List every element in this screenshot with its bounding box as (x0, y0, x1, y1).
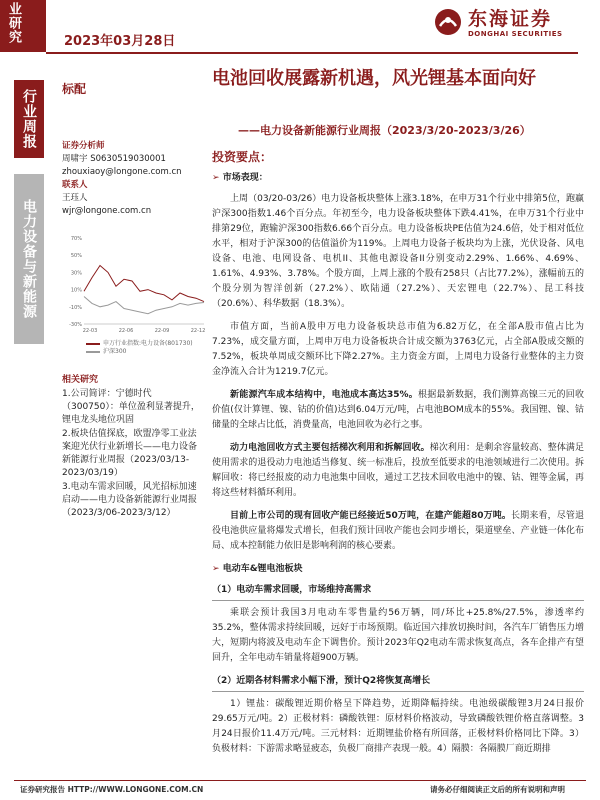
subheading: （1）电动车需求回暖，市场维持高需求 (212, 583, 584, 601)
chart-legend (86, 340, 193, 356)
related-label: 相关研究 (62, 375, 99, 385)
report-subtitle: ——电力设备新能源行业周报（2023/3/20-2023/3/26） (238, 124, 531, 137)
main-content (212, 150, 584, 765)
corner-band (0, 0, 46, 52)
legend-swatch-index (86, 351, 100, 353)
legend-item (86, 340, 193, 348)
paragraph: 上周（03/20-03/26）电力设备板块整体上涨3.18%，在申万31个行业中排第5位，跑赢沪深300指数1.46个百分点。年初至今，电力设备板块整体下跌4.41%，在申万31个行业中排第29位，跑输沪深300指数6.66个百分点。电力设备板块PE估值为24.6倍，处于相对低位水平，相对于沪深300的估值溢价为119%。上周电力设备子板块均为上涨，光伏设备、风电设备、电池、电网设备、电机II、其他电源设备II分别变动2.29%、1.66%、4.69%、1.61%、4.93%、3.78%。个股方面，上周上涨的个股有258只（占比77.2%），涨幅前五的个股分别为智洋创新（27.2%）、欧陆通（27.2%）、天宏锂电（22.7%）、昆工科技（20.6%）、科华数据（18.3%）。 (212, 194, 584, 309)
bullet-market: ➢ 市场表现： (212, 171, 584, 186)
legend-label-sector: 申万行业指数:电力设备(801730) (103, 340, 193, 347)
logo-mark-icon (434, 8, 462, 36)
x-tick-label: 22-12 (190, 328, 206, 334)
paragraph: 市值方面，当前A股申万电力设备板块总市值为6.82万亿，在全部A股市值占比为7.23%，成交量方面，上周申万电力设备板块合计成交额为3763亿元，占全部A股成交额的7.52%，板块单周成交额环比下降2.27%。主力资金方面，上周电力设备行业整体的主力资金净流入合计为1219.7亿元。 (212, 322, 584, 377)
section-heading: 投资要点： (212, 150, 273, 164)
x-tick-label: 22-09 (154, 328, 170, 334)
legend-item (86, 348, 193, 356)
paragraph (212, 509, 584, 554)
related-research (62, 374, 204, 521)
paragraph (212, 441, 584, 501)
report-title: 电池回收展露新机遇，风光锂基本面向好 (212, 68, 536, 89)
industry-rating: 标配 (62, 82, 87, 96)
analyst-name: 周啸宇 S0630519030001 (62, 154, 166, 164)
y-tick-label: -30% (69, 322, 82, 328)
related-item[interactable]: 1.公司简评：宁德时代（300750）：单位盈利显著提升，锂电龙头地位巩固 (62, 389, 200, 425)
y-tick-label: 10% (70, 287, 82, 294)
subheading: （2）近期各材料需求小幅下滑，预计Q2将恢复高增长 (212, 674, 584, 692)
paragraph-lead: 新能源汽车成本结构中，电池成本高达35%。 (230, 390, 418, 400)
legend-label-index: 沪深300 (103, 348, 127, 355)
logo-chinese-name: 东海证券 (468, 8, 553, 30)
logo-english-name: DONGHAI SECURITIES (468, 30, 563, 38)
header-divider (46, 52, 578, 54)
contact-email[interactable]: wjr@longone.com.cn (62, 206, 152, 216)
paragraph: 1）锂盐：碳酸锂近期价格呈下降趋势，近期降幅持续。电池级碳酸锂3月24日报价29.65万元/吨。2）正极材料：磷酸铁锂：原材料价格波动，导致磷酸铁锂价格直落调整。3月24日报价11.4万元/吨。三元材料：近期锂盐价格有所回落，正极材料价格同比下降。3）负极材料：下游需求略显疲态，负极厂商排产表现一般。4）隔膜：各隔膜厂商近期排 (212, 699, 584, 754)
series-line-index (84, 297, 204, 314)
related-item[interactable]: 3.电动车需求回暖，风光招标加速启动——电力设备新能源行业周报（2023/3/06-2023/3/12） (62, 482, 198, 518)
corner-label: 业研究 (6, 2, 21, 44)
footer-divider (14, 780, 586, 781)
paragraph (212, 388, 584, 433)
performance-chart (62, 232, 207, 350)
company-logo (432, 2, 582, 46)
y-tick-label: -10% (69, 304, 82, 311)
contact-name: 王珏人 (62, 193, 88, 203)
side-band (14, 80, 44, 720)
series-line-sector (84, 266, 204, 302)
report-category: 行业周报 (14, 80, 44, 158)
legend-swatch-sector (86, 343, 100, 345)
bullet-ev-battery: ➢ 电动车&锂电池板块 (212, 562, 584, 577)
y-tick-label: 30% (70, 270, 82, 277)
contact-label: 联系人 (62, 180, 88, 190)
footer-website[interactable]: 证券研究报告 HTTP://WWW.LONGONE.COM.CN (20, 785, 204, 794)
paragraph-lead: 目前上市公司的现有回收产能已经接近50万吨，在建产能超80万吨。 (230, 511, 512, 521)
paragraph-text: 梯次利用：是剩余容量较高、整体满足使用需求的退役动力电池适当修复、统一标准后，投放至低要求的电池领域进行二次使用。拆解回收：将已经报废的动力电池集中回收，通过工艺技术回收电池中的镍、钴、锂等金属，再将这些材料循环利用。 (212, 443, 584, 498)
report-date: 2023年03月28日 (64, 34, 176, 49)
paragraph-lead: 动力电池回收方式主要包括梯次利用和拆解回收。 (230, 443, 430, 453)
x-tick-label: 22-03 (82, 328, 98, 334)
y-tick-label: 70% (70, 236, 82, 242)
analyst-email[interactable]: zhouxiaoy@longone.com.cn (62, 167, 182, 177)
industry-label: 电力设备与新能源 (14, 174, 44, 344)
analyst-block (62, 140, 202, 218)
paragraph-text: 根据最新数据，我们测算高镍三元的回收价值(仅计算锂、镍、钴的价值)达到6.04万元/吨，占电池BOM成本的55%。我国锂、镍、钴储量的全球占比低，消费量高，电池回收为必行之事。 (212, 390, 584, 430)
paragraph-text: 长期来看，尽管退役电池供应量将爆发式增长，但我们预计回收产能也会同步增长，渠道壁垒、产业链一体化布局、成本控制能力依旧是影响利润的核心要素。 (212, 511, 584, 551)
footer-disclaimer: 请务必仔细阅读正文后的所有说明和声明 (430, 785, 565, 794)
analyst-label: 证券分析师 (62, 141, 105, 151)
related-item[interactable]: 2.板块估值探底，欧盟净零工业法案迎光伏行业新增长——电力设备新能源行业周报（2023/03/13-2023/03/19） (62, 429, 198, 478)
y-tick-label: 50% (70, 253, 82, 260)
x-tick-label: 22-06 (118, 328, 134, 334)
paragraph: 乘联会预计我国3月电动车零售量约56万辆，同/环比+25.8%/27.5%，渗透率约35.2%，整体需求持续回暖，远好于市场预期。临近国六排放切换时间，各汽车厂销售压力增大，短期内将波及电动车企下调售价。预计2023年Q2电动车需求恢复高点，各车企排产有望回升，全年电动车销量将超900万辆。 (212, 608, 584, 663)
